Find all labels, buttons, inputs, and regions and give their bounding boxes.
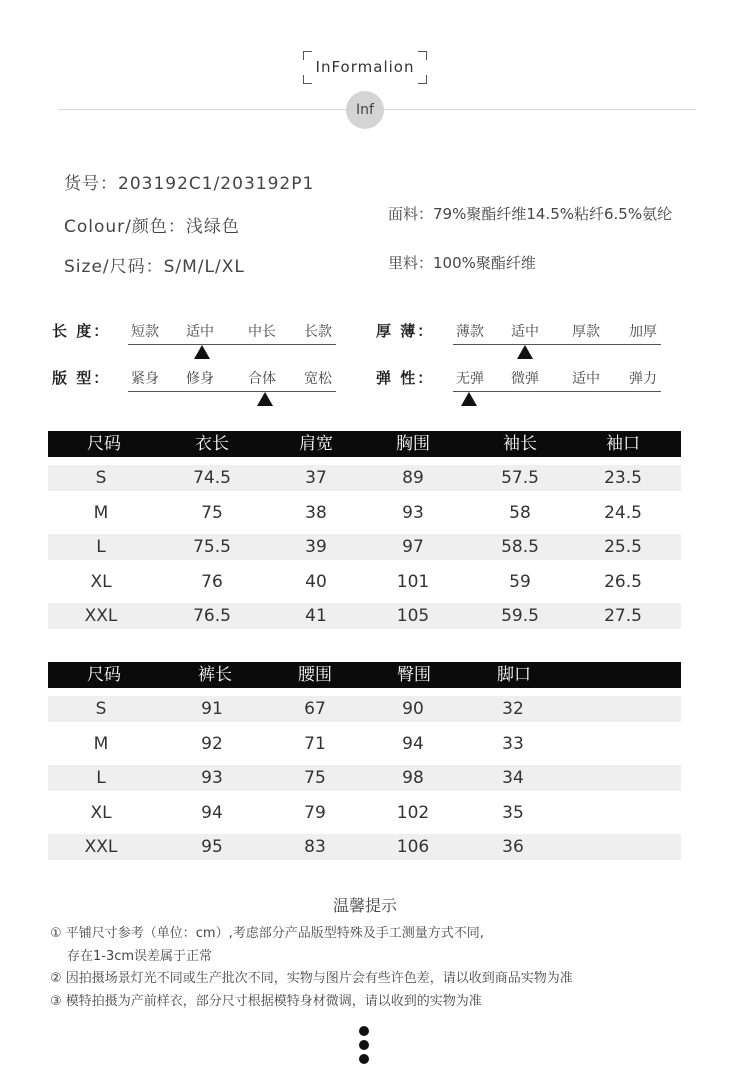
thickness-option: 适中 <box>511 324 539 340</box>
column-header: 袖口 <box>606 434 640 454</box>
table-cell: XXL <box>84 837 118 857</box>
thickness-scale <box>453 321 661 351</box>
table-cell: 59.5 <box>501 606 539 626</box>
information-header <box>303 51 427 84</box>
thickness-option: 薄款 <box>456 324 484 340</box>
bottom-size-table <box>48 662 681 862</box>
fit-label: 版 型： <box>52 369 111 387</box>
scale-axis <box>453 344 661 345</box>
table-cell: 34 <box>502 768 524 788</box>
tip-note: ③ 模特拍摄为产前样衣，部分尺寸根据模特身材微调，请以收到的实物为准 <box>50 994 482 1009</box>
table-cell: 37 <box>305 468 327 488</box>
column-header: 臀围 <box>397 665 431 685</box>
elasticity-option: 适中 <box>572 371 600 387</box>
ornament-dot <box>359 1040 369 1050</box>
table-cell: 38 <box>305 503 327 523</box>
table-cell: 35 <box>502 803 524 823</box>
length-option: 长款 <box>304 324 332 340</box>
length-scale <box>128 321 336 351</box>
table-cell: 23.5 <box>604 468 642 488</box>
table-row <box>48 569 681 595</box>
scale-axis <box>128 344 336 345</box>
table-cell: 94 <box>201 803 223 823</box>
fit-option: 合体 <box>248 371 276 387</box>
table-cell: 94 <box>402 734 424 754</box>
fabric: 面料：79%聚酯纤维14.5%粘纤6.5%氨纶 <box>388 205 673 223</box>
colour: Colour/颜色：浅绿色 <box>64 217 240 237</box>
table-cell: 98 <box>402 768 424 788</box>
elasticity-option: 弹力 <box>629 371 657 387</box>
thickness-label: 厚 薄： <box>376 322 435 340</box>
length-option: 中长 <box>248 324 276 340</box>
item-number: 货号：203192C1/203192P1 <box>64 174 315 194</box>
table-cell: 74.5 <box>193 468 231 488</box>
table-row <box>48 603 681 629</box>
table-cell: M <box>93 734 109 754</box>
table-header <box>48 662 681 688</box>
table-cell: 39 <box>305 537 327 557</box>
table-cell: XL <box>90 572 112 592</box>
table-cell: 36 <box>502 837 524 857</box>
table-cell: S <box>95 699 107 719</box>
elasticity-option: 微弹 <box>511 371 539 387</box>
lining: 里料：100%聚酯纤维 <box>388 254 536 272</box>
table-row <box>48 465 681 491</box>
table-cell: 91 <box>201 699 223 719</box>
table-cell: 24.5 <box>604 503 642 523</box>
table-cell: 32 <box>502 699 524 719</box>
tips-title: 温馨提示 <box>332 896 397 915</box>
table-cell: 41 <box>305 606 327 626</box>
inf-badge: Inf <box>346 91 384 129</box>
top-size-table <box>48 431 681 631</box>
table-cell: 57.5 <box>501 468 539 488</box>
table-cell: XL <box>90 803 112 823</box>
table-cell: M <box>93 503 109 523</box>
thickness-option: 加厚 <box>629 324 657 340</box>
table-row <box>48 765 681 791</box>
column-header: 裤长 <box>198 665 232 685</box>
length-option: 适中 <box>186 324 214 340</box>
column-header: 胸围 <box>396 434 430 454</box>
table-cell: XXL <box>84 606 118 626</box>
fit-scale <box>128 368 336 398</box>
ornament-dot <box>359 1054 369 1064</box>
tip-note: ② 因拍摄场景灯光不同或生产批次不同，实物与图片会有些许色差，请以收到商品实物为准 <box>50 971 573 986</box>
ornament-dot <box>359 1026 369 1036</box>
table-row <box>48 834 681 860</box>
table-cell: L <box>96 768 106 788</box>
table-cell: S <box>95 468 107 488</box>
length-option: 短款 <box>131 324 159 340</box>
column-header: 尺码 <box>87 665 121 685</box>
table-cell: 33 <box>502 734 524 754</box>
length-marker <box>194 345 210 359</box>
table-cell: 67 <box>304 699 326 719</box>
table-cell: 76.5 <box>193 606 231 626</box>
table-row <box>48 500 681 526</box>
column-header: 尺码 <box>87 434 121 454</box>
table-cell: 71 <box>304 734 326 754</box>
table-cell: 75 <box>201 503 223 523</box>
fit-option: 宽松 <box>304 371 332 387</box>
table-cell: 93 <box>402 503 424 523</box>
table-cell: 106 <box>396 837 430 857</box>
elasticity-marker <box>461 392 477 406</box>
size-range: Size/尺码：S/M/L/XL <box>64 257 245 277</box>
table-cell: 95 <box>201 837 223 857</box>
header-title: InFormalion <box>315 58 415 76</box>
scale-axis <box>453 391 661 392</box>
table-header <box>48 431 681 457</box>
corner-bracket <box>418 75 427 84</box>
fit-option: 修身 <box>186 371 214 387</box>
table-cell: 27.5 <box>604 606 642 626</box>
table-cell: 58 <box>509 503 531 523</box>
tip-note: 存在1-3cm误差属于正常 <box>67 949 213 964</box>
table-cell: 26.5 <box>604 572 642 592</box>
length-label: 长 度： <box>52 322 111 340</box>
table-row <box>48 731 681 757</box>
table-cell: 90 <box>402 699 424 719</box>
table-cell: 97 <box>402 537 424 557</box>
table-cell: 92 <box>201 734 223 754</box>
elasticity-option: 无弹 <box>456 371 484 387</box>
table-row <box>48 800 681 826</box>
fit-marker <box>257 392 273 406</box>
table-row <box>48 696 681 722</box>
column-header: 袖长 <box>503 434 537 454</box>
table-cell: 83 <box>304 837 326 857</box>
table-cell: L <box>96 537 106 557</box>
fit-option: 紧身 <box>131 371 159 387</box>
thickness-option: 厚款 <box>572 324 600 340</box>
elasticity-scale <box>453 368 661 398</box>
thickness-marker <box>517 345 533 359</box>
column-header: 脚口 <box>497 665 531 685</box>
table-cell: 40 <box>305 572 327 592</box>
scale-axis <box>128 391 336 392</box>
table-row <box>48 534 681 560</box>
table-cell: 105 <box>396 606 430 626</box>
elasticity-label: 弹 性： <box>376 369 435 387</box>
table-cell: 25.5 <box>604 537 642 557</box>
tip-note: ① 平铺尺寸参考（单位：cm）,考虑部分产品版型特殊及手工测量方式不同, <box>50 926 484 941</box>
table-cell: 89 <box>402 468 424 488</box>
table-cell: 79 <box>304 803 326 823</box>
table-cell: 102 <box>396 803 430 823</box>
corner-bracket <box>303 75 312 84</box>
table-cell: 75.5 <box>193 537 231 557</box>
column-header: 衣长 <box>195 434 229 454</box>
table-cell: 59 <box>509 572 531 592</box>
column-header: 腰围 <box>298 665 332 685</box>
table-cell: 101 <box>396 572 430 592</box>
table-cell: 76 <box>201 572 223 592</box>
table-cell: 93 <box>201 768 223 788</box>
table-cell: 75 <box>304 768 326 788</box>
column-header: 肩宽 <box>299 434 333 454</box>
table-cell: 58.5 <box>501 537 539 557</box>
